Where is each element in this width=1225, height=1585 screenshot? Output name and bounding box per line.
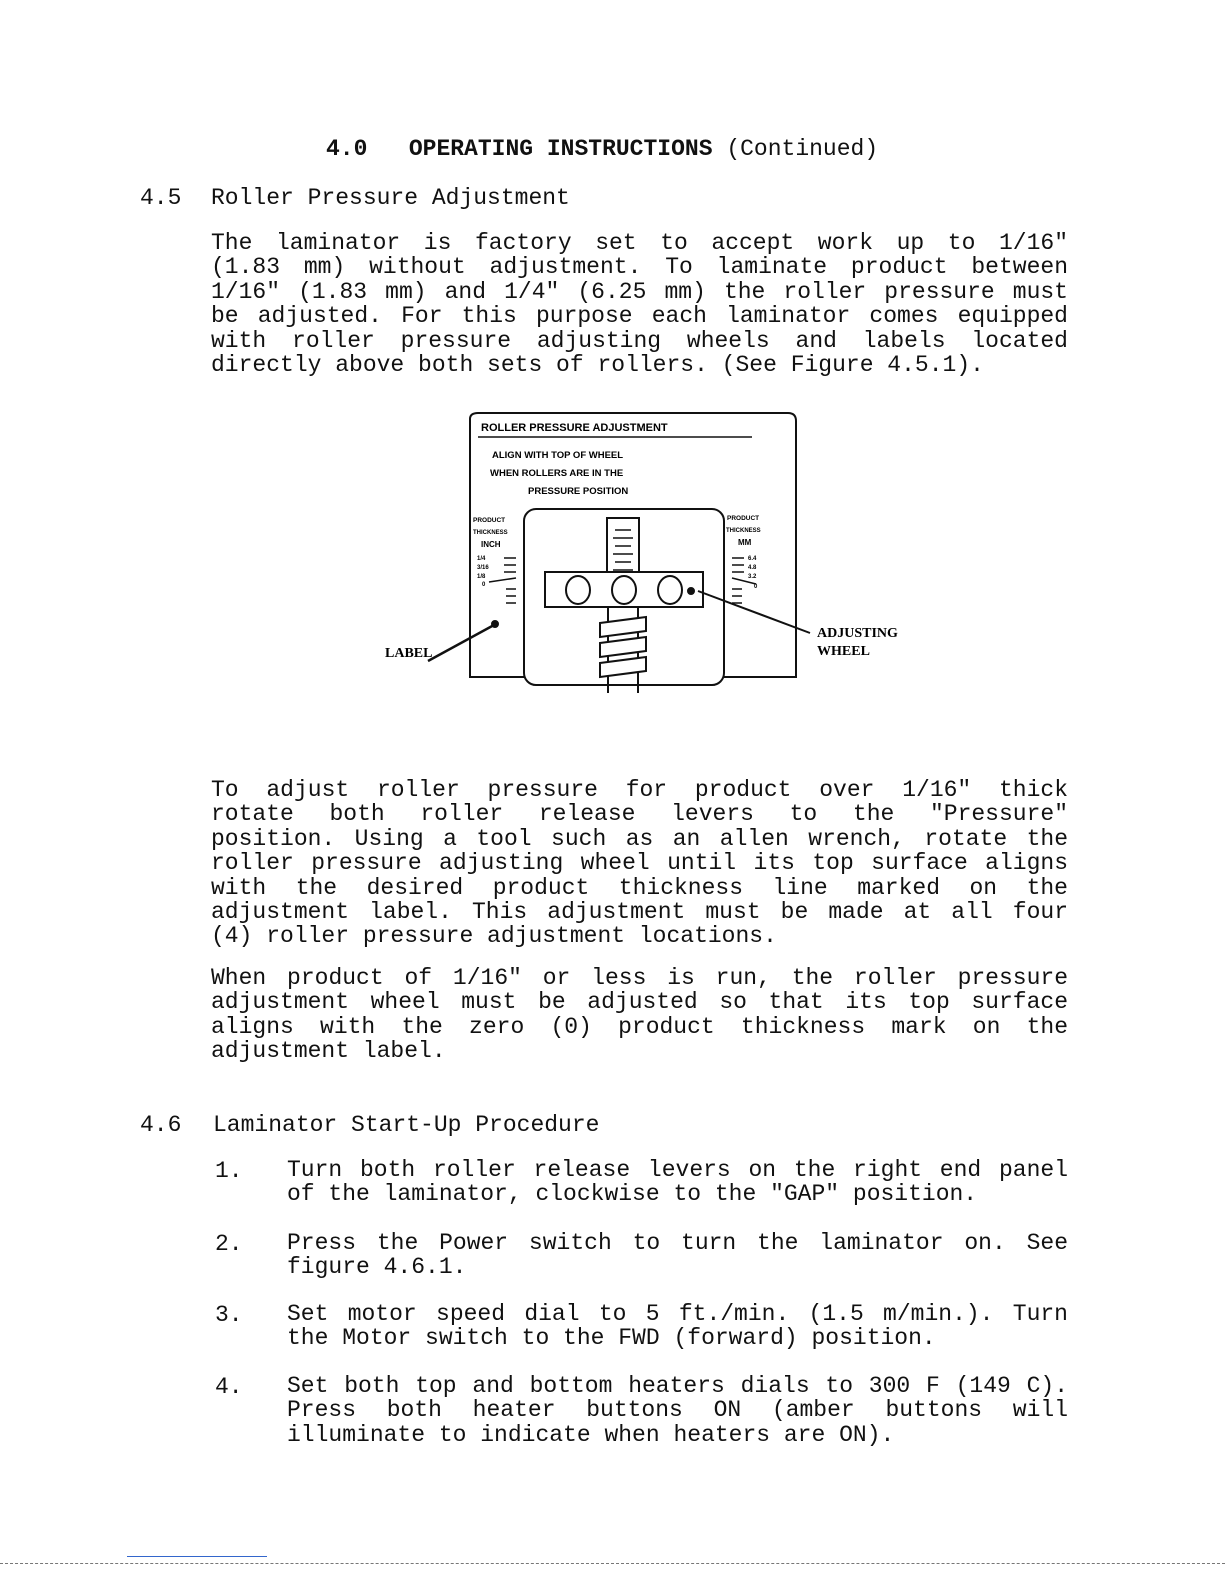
scale-heading: PRODUCT [473, 517, 506, 524]
scale-mark: 1/4 [477, 556, 486, 562]
text-line: Set motor speed dial to 5 ft./min. (1.5 m/min.). Turn [287, 1301, 1068, 1327]
callout-adjusting-wheel: ADJUSTING [817, 626, 898, 641]
text-line: Set both top and bottom heaters dials to 300 F (149 C). [287, 1373, 1068, 1399]
section-4-6-title: Laminator Start-Up Procedure [213, 1112, 600, 1138]
step-number: 1. [215, 1158, 243, 1184]
scale-mark: 3.2 [748, 574, 757, 580]
scale-heading: THICKNESS [726, 528, 761, 534]
paragraph-intro [211, 231, 1068, 377]
text-line: position. Using a tool such as an allen wrench, rotate the [211, 825, 1068, 852]
text-line: Turn both roller release levers on the right end panel [287, 1157, 1068, 1183]
text-line: (1.83 mm) without adjustment. To laminate product between [211, 254, 1068, 281]
callout-label: LABEL [385, 646, 433, 661]
text-line: of the laminator, clockwise to the "GAP" position. [287, 1181, 978, 1208]
heading-title: OPERATING INSTRUCTIONS [408, 136, 713, 162]
scale-mark: 0 [754, 584, 758, 590]
text-line: Press both heater buttons ON (amber buttons will [287, 1397, 1068, 1424]
paragraph-zero [211, 966, 1068, 1064]
page-heading [326, 136, 878, 162]
text-line: roller pressure adjusting wheel until its top surface aligns [211, 850, 1068, 877]
scale-mark: 1/8 [477, 574, 486, 580]
text-line: adjustment label. [211, 1038, 446, 1065]
text-line: To adjust roller pressure for product over 1/16" thick [211, 777, 1068, 803]
text-line: The laminator is factory set to accept work up to 1/16" [211, 230, 1068, 256]
section-4-5-number: 4.5 [140, 185, 182, 211]
scale-mark: 4.8 [748, 565, 757, 571]
step-number: 4. [215, 1374, 243, 1400]
step-number: 2. [215, 1231, 243, 1257]
scale-heading: MM [738, 538, 752, 547]
label-callout-line [428, 625, 494, 661]
instruction-line: PRESSURE POSITION [528, 486, 629, 497]
text-line: figure 4.6.1. [287, 1254, 467, 1281]
text-line: illuminate to indicate when heaters are ON). [287, 1421, 895, 1448]
callout-adjusting-wheel: WHEEL [817, 644, 870, 659]
scale-mark: 6.4 [748, 556, 757, 562]
adjusting-wheel-bar [545, 572, 703, 607]
scale-heading: THICKNESS [473, 530, 508, 536]
text-line: the Motor switch to the FWD (forward) position. [287, 1325, 936, 1352]
text-line: When product of 1/16" or less is run, the roller pressure [211, 965, 1068, 991]
text-line: adjustment label. This adjustment must be made at all four [211, 898, 1068, 925]
text-line: be adjusted. For this purpose each laminator comes equipped [211, 303, 1068, 330]
scale-heading: PRODUCT [727, 515, 760, 522]
link-underline [127, 1556, 267, 1557]
heading-number: 4.0 [326, 136, 368, 162]
scale-mark: 0 [482, 582, 486, 588]
page-bottom-rule [0, 1563, 1225, 1564]
instruction-line: ALIGN WITH TOP OF WHEEL [492, 450, 624, 461]
text-line: adjustment wheel must be adjusted so that its top surface [211, 989, 1068, 1016]
text-line: with the desired product thickness line marked on the [211, 874, 1068, 901]
text-line: Press the Power switch to turn the laminator on. See [287, 1230, 1068, 1256]
text-line: directly above both sets of rollers. (See Figure 4.5.1). [211, 351, 984, 378]
heading-suffix: (Continued) [726, 136, 879, 162]
figure-roller-pressure-adjustment [370, 405, 930, 695]
text-line: (4) roller pressure adjustment locations. [211, 923, 777, 950]
text-line: rotate both roller release levers to the "Pressure" [211, 801, 1068, 828]
label-title: ROLLER PRESSURE ADJUSTMENT [481, 422, 668, 434]
text-line: aligns with the zero (0) product thickness mark on the [211, 1013, 1068, 1040]
paragraph-adjust [211, 778, 1068, 949]
text-line: 1/16" (1.83 mm) and 1/4" (6.25 mm) the roller pressure must [211, 278, 1068, 305]
instruction-line: WHEN ROLLERS ARE IN THE [490, 468, 624, 479]
text-line: with roller pressure adjusting wheels and labels located [211, 327, 1068, 354]
scale-heading: INCH [481, 540, 501, 549]
scale-mark: 3/16 [477, 565, 489, 571]
section-4-6-number: 4.6 [140, 1112, 182, 1138]
step-number: 3. [215, 1302, 243, 1328]
section-4-5-title: Roller Pressure Adjustment [211, 185, 570, 211]
